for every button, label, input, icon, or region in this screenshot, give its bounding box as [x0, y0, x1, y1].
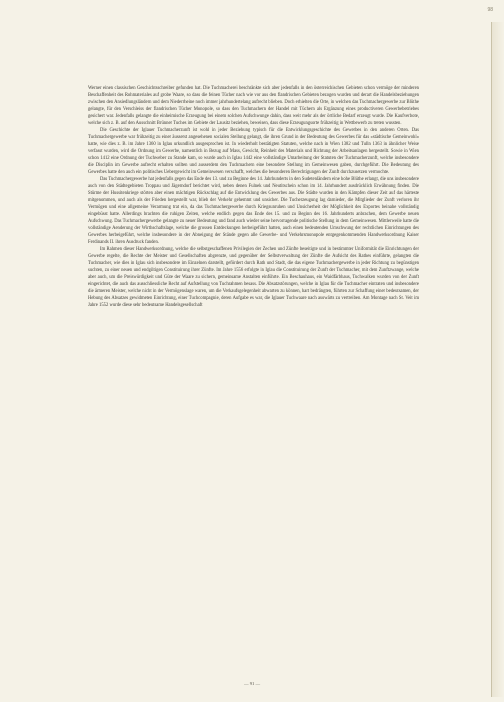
paragraph-4: Im Rahmen dieser Handwerksordnung, welche die selbstgeschaffenen Privilegien der Zechen und Zünfte beseitigte und in bestimmter Uniformität die Einrichtungen der Gewerbe regelte, die Rechte der Meister und Gesellschaften abgrenzte, und gegenüber der Selbstverwaltung der Zünfte die Aufsicht des Rathes einführte, gelangten die Tuchmacher, wie dies in Iglau sich insbesondere im Einzelnen darstellt, gefördert durch Rath und Stadt, die das eigene Tuchmachergewerbe in jeder Richtung zu begünstigen suchten, zu einer neuen und endgiltigen Constituirung ihrer Zünfte. Im Jahre 1556 erfolgte in Iglau die Constituirung der Zunft der Tuchmacher, mit dem Zunftzwange, welche aber auch, um die Preiswürdigkeit und Güte der Waare zu sichern, gemeinsame Anstalten einführte. Ein Beschauhaus, ein Waidfärbhaus, Tuchwalken wurden von der Zunft eingerichtet, die auch das ausschliessliche Recht auf Aufstellung von Tuchrahmen besass. Die Absatzstörungen, welche in Iglau für die Tuchmacher eintraten und insbesondere die ärmeren Meister, welche nicht in der Vermögenslage waren, um die Verkaufsgelegenheit abwarten zu können, hart bedrängten, führten zur Schaffung einer bedeutsamen, der Hebung des Absatzes gewidmeten Einrichtung, einer Tuchcompagnie, deren Aufgabe es war, die Iglauer Tuchwaare nach auswärts zu vertreiben. Am Montage nach St. Veit im Jahre 1552 wurde diese sehr bedeutsame Handelsgesellschaft — [88, 247, 419, 309]
paragraph-3: Das Tuchmachergewerbe hat jedenfalls gegen das Ende des 13. und zu Beginne des 14. Jahrhunderts in den Sudetenländern eine hohe Blüthe erlangt, die uns insbesondere auch von den Städtegebieten Troppau und Jägerndorf berichtet wird, neben denen Fulnek und Neutitschein schon im 14. Jahrhundert ausdrücklich Erwähnung finden. Die Stürme der Hussitenkriege störten aber einen mächtigen Rückschlag auf die Entwicklung des Gewerbes aus. Die Städte wurden in den Kämpfen dieser Zeit auf das härteste mitgenommen, und auch als der Frieden hergestellt war, blieb der Verkehr gehemmt und unsicher. Die Tucherzeugung lag darnieder, die Mitglieder der Zunft verloren ihr Vermögen und eine allgemeine Verarmung trat ein, da das Tuchmachergewerbe durch Kriegsunruhen und Unsicherheit der Möglichkeit des Exportes beinahe vollständig eingebüsst hatte. Allerdings brachten die ruhigen Zeiten, welche endlich gegen das Ende des 15. und zu Beginn des 16. Jahrhunderts anbrachen, dem Gewerbe neuen Aufschwung. Das Tuchmachergewerbe gelangte zu neuer Bedeutung und fand auch wieder seine hervorragende politische Stellung in dem Gemeinwesen. Mittlerweile hatte die vollständige Aenderung der Wirthschaftslage, welche die grossen Entdeckungen herbeigeführt hatten, auch einen bedeutenden Umschwung der rechtlichen Einrichtungen des Gewerbes herbeigeführt, welche insbesondere in der Abneigung der Stände gegen alle Gewerbe- und Verkehrsmonopole entgegenkommenden Handwerksordnung Kaiser Ferdinands II. ihren Ausdruck fanden. — [88, 177, 419, 246]
paragraph-2: Die Geschichte der Iglauer Tuchmacherzunft ist wohl in jeder Beziehung typisch für die Entwicklungsgeschichte des Gewerbes in den anderen Orten. Das Tuchmachergewerbe war frühzeitig zu einer äusserst angesehenen socialen Stellung gelangt, die ihren Grund in der Bedeutung des Gewerbes für das »städtische Gemeinwohl« hatte, wie dies z. B. im Jahre 1360 in Iglau urkundlich ausgesprochen ist. In wiederholt bestätigten Statuten, welche nach in Wien 1382 und Tulln 1363 in ähnlicher Weise verfasst wurden, wird die Ordnung im Gewerbe, namentlich in Bezug auf Mass, Gewicht, Reinheit des Materials und Richtung der Arbeitsanlagen hergestellt. Sowie in Wien schon 1412 eine Ordnung der Tuchweber zu Stande kam, so wurde auch in Iglau 1442 eine vollständige Umarbeitung der Statuten der Tuchmacherzunft, welche insbesondere die Disciplin im Gewerbe aufrecht erhalten sollten und ausserdem den Tuchmachern eine besondere Stellung im Gemeinwesen gaben, durchgeführt. Die Bedeutung des Gewerbes hatte den auch ein politisches Uebergewicht im Gemeinwesen verschafft, welches die besonderen Berechtigungen der Zunft durchzusetzen vermochte. — [88, 128, 419, 176]
page-number: — 91 — — [243, 681, 261, 686]
paragraph-1: Werner einen classischen Geschichtsschreiber gefunden hat. Die Tuchmacherei beschränkte sich aber jedenfalls in den österreichischen Gebieten schon vermöge der minderen Beschaffenheit des Rohmateriales auf grobe Waare, so dass die feinen Tücher nach wie vor aus den flandrischen Gebieten bezogen wurden und derart die Handelsbeziehungen zwischen den Ansiedlungsländern und dem Niederrheine noch immer jahrhundertelang aufrecht blieben. Doch erhielten die Orte, in welchen das Tuchmachergewerbe zur Blüthe gelangte, für den Verschleiss der flandrischen Tücher Monopole, so dass den Tuchmachern der Handel mit Tüchern als Ergänzung eines productiveren Gewerbebetriebes gesichert war. Jedenfalls gelangte die einheimische Erzeugung bei einem solchen Aufschwunge dahin, dass weit mehr als der örtliche Bedarf erzeugt wurde. Die Kaufverbote, welche sich z. B. auf den Ausschnitt Brünner Tuches im Gebiete der Lausitz beziehen, beweisen, dass diese Erzeugungsorte frühzeitig in Wettbewerb zu treten wussten. — [88, 86, 419, 127]
sheet-edge — [491, 22, 504, 697]
corner-label: 98 — [487, 7, 493, 13]
body-text — [88, 85, 419, 310]
